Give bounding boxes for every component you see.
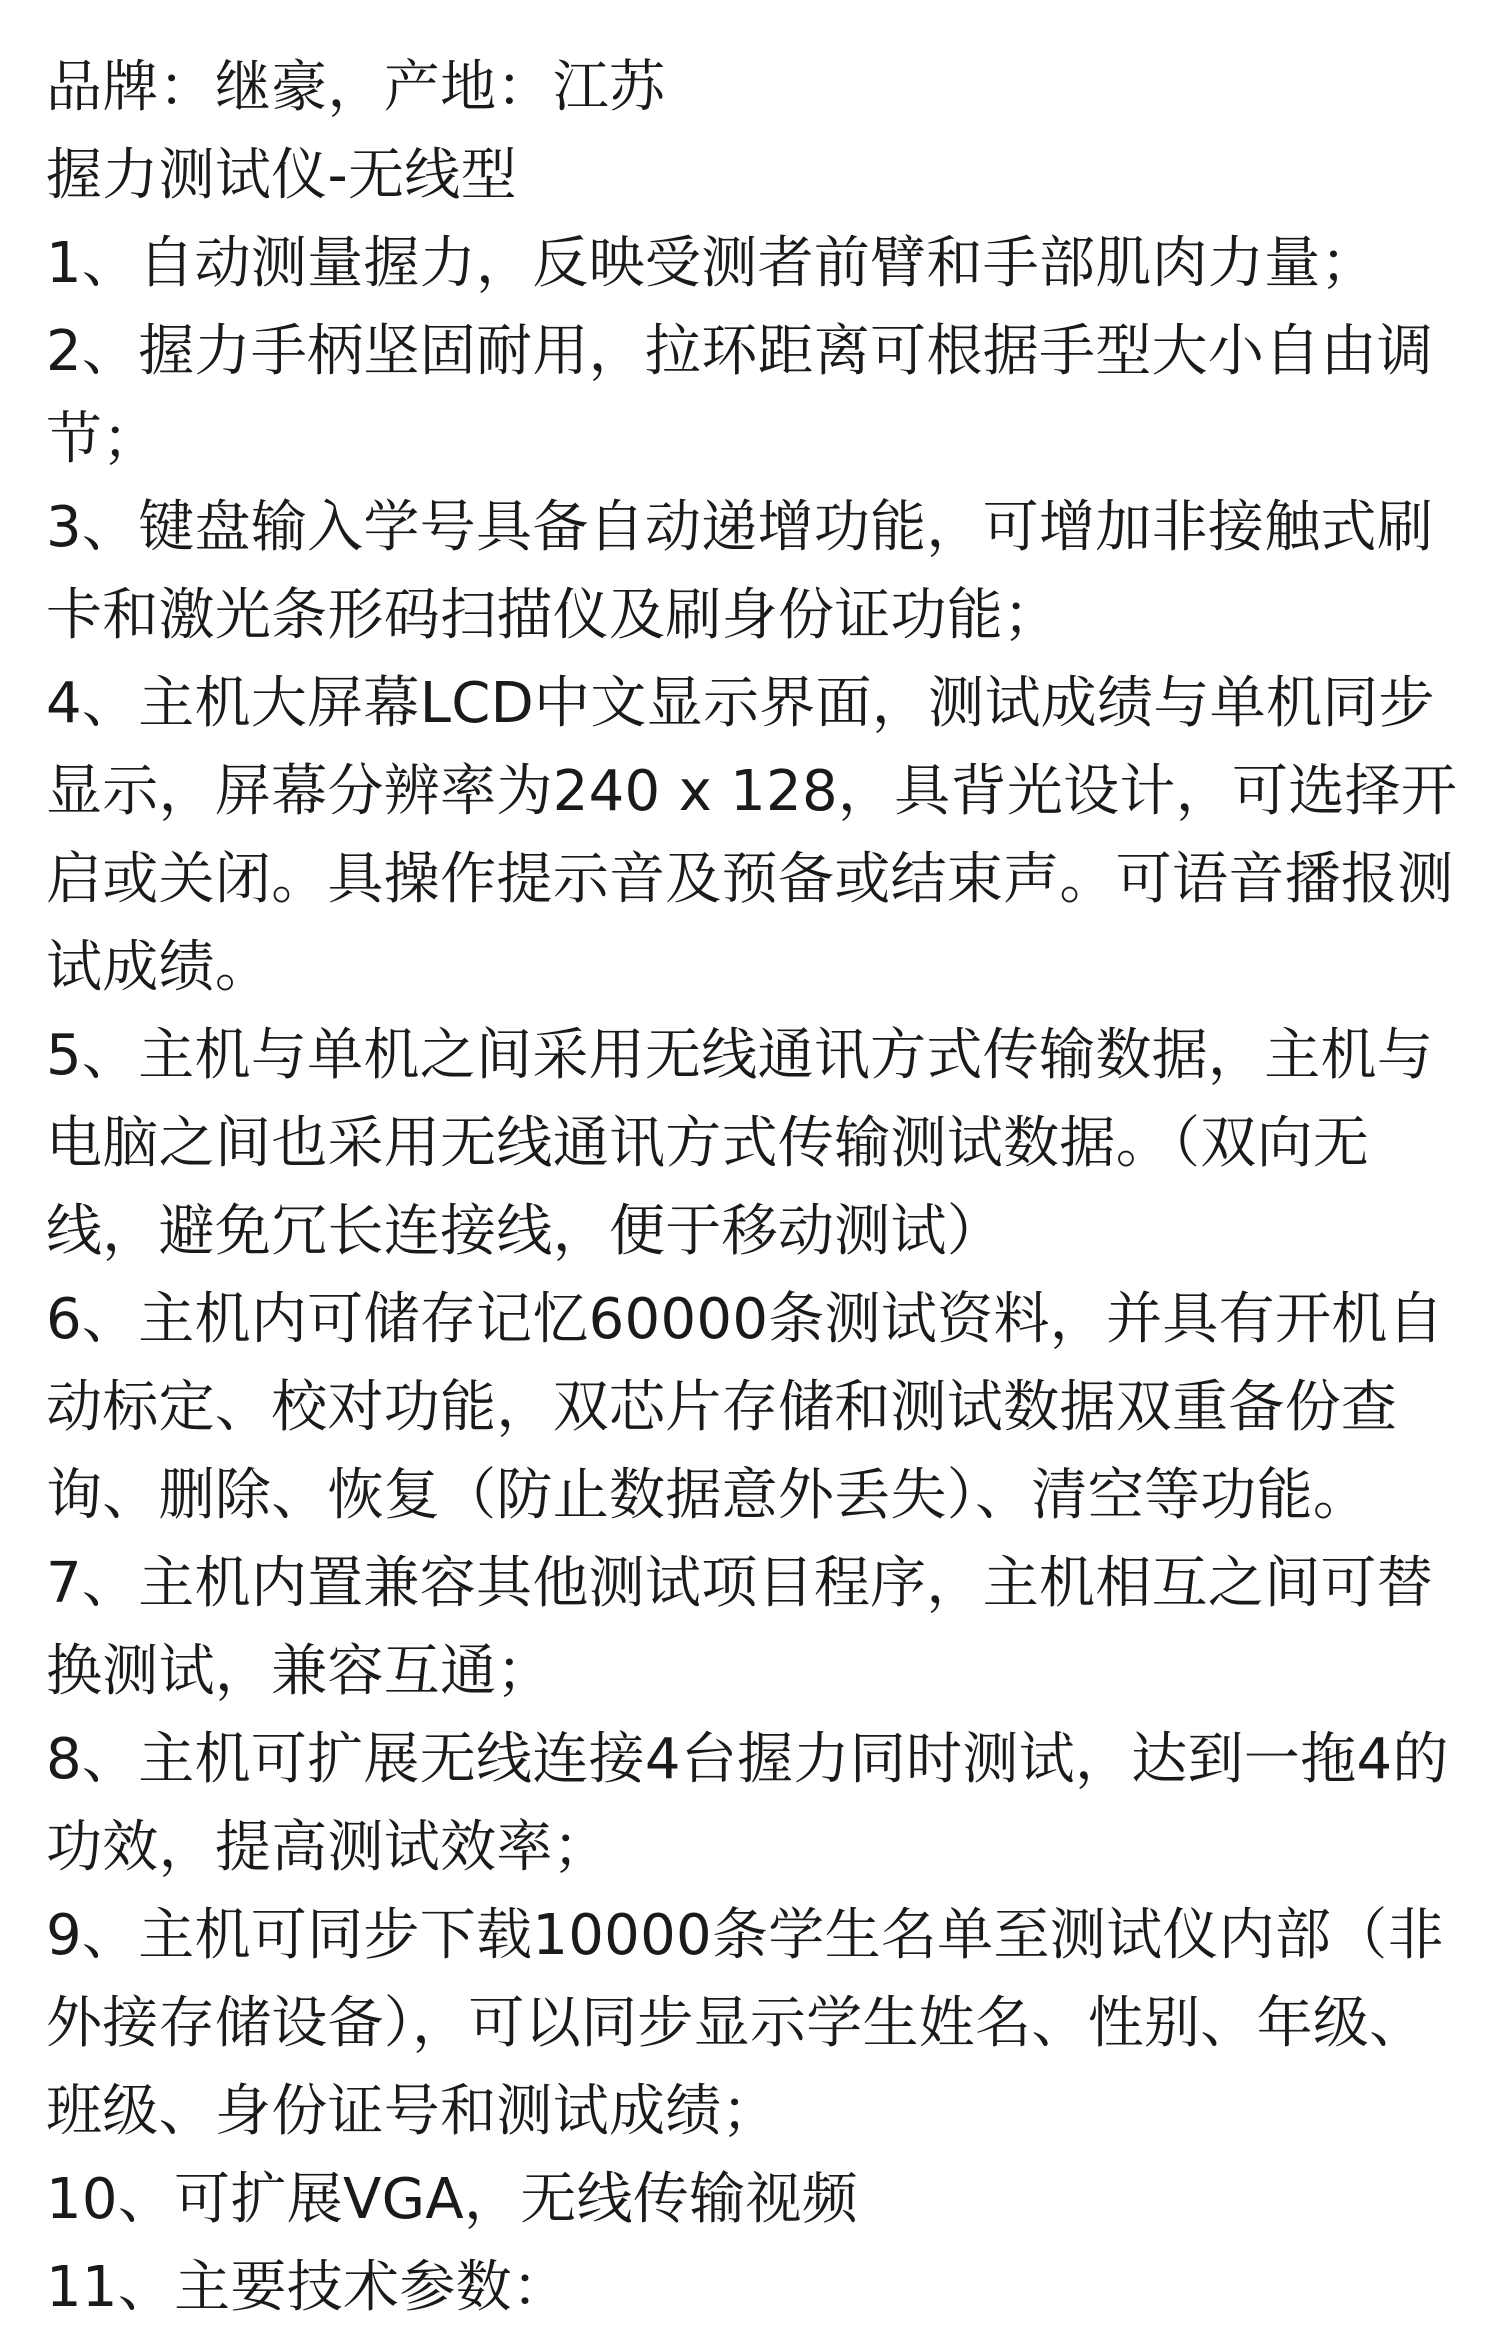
spec-item-8: 8、主机可扩展无线连接4台握力同时测试，达到一拖4的功效，提高测试效率；	[46, 1727, 1449, 1880]
spec-item-7: 7、主机内置兼容其他测试项目程序，主机相互之间可替换测试，兼容互通；	[46, 1551, 1434, 1704]
product-title: 握力测试仪-无线型	[46, 143, 517, 208]
spec-item-2: 2、握力手柄坚固耐用，拉环距离可根据手型大小自由调节；	[46, 319, 1434, 472]
spec-item-10: 10、可扩展VGA，无线传输视频	[46, 2167, 859, 2232]
spec-item-9: 9、主机可同步下载10000条学生名单至测试仪内部（非外接存储设备），可以同步显示学生姓名、性别、年级、班级、身份证号和测试成绩；	[46, 1903, 1444, 2144]
spec-item-1: 1、自动测量握力，反映受测者前臂和手部肌肉力量；	[46, 231, 1377, 296]
spec-item-5: 5、主机与单机之间采用无线通讯方式传输数据，主机与电脑之间也采用无线通讯方式传输测试数据。（双向无线，避免冗长连接线，便于移动测试）	[46, 1023, 1434, 1264]
spec-item-4: 4、主机大屏幕LCD中文显示界面，测试成绩与单机同步显示，屏幕分辨率为240 x 128，具背光设计，可选择开启或关闭。具操作提示音及预备或结束声。可语音播报测试成绩。	[46, 671, 1458, 1000]
brand-origin-line: 品牌：继豪，产地：江苏	[46, 55, 666, 120]
spec-item-6: 6、主机内可储存记忆60000条测试资料，并具有开机自动标定、校对功能，双芯片存储和测试数据双重备份查询、删除、恢复（防止数据意外丢失）、清空等功能。	[46, 1287, 1444, 1528]
spec-item-3: 3、键盘输入学号具备自动递增功能，可增加非接触式刷卡和激光条形码扫描仪及刷身份证功能；	[46, 495, 1434, 648]
spec-item-11-heading: 11、主要技术参数：	[46, 2255, 569, 2320]
document-body	[46, 44, 1466, 2332]
